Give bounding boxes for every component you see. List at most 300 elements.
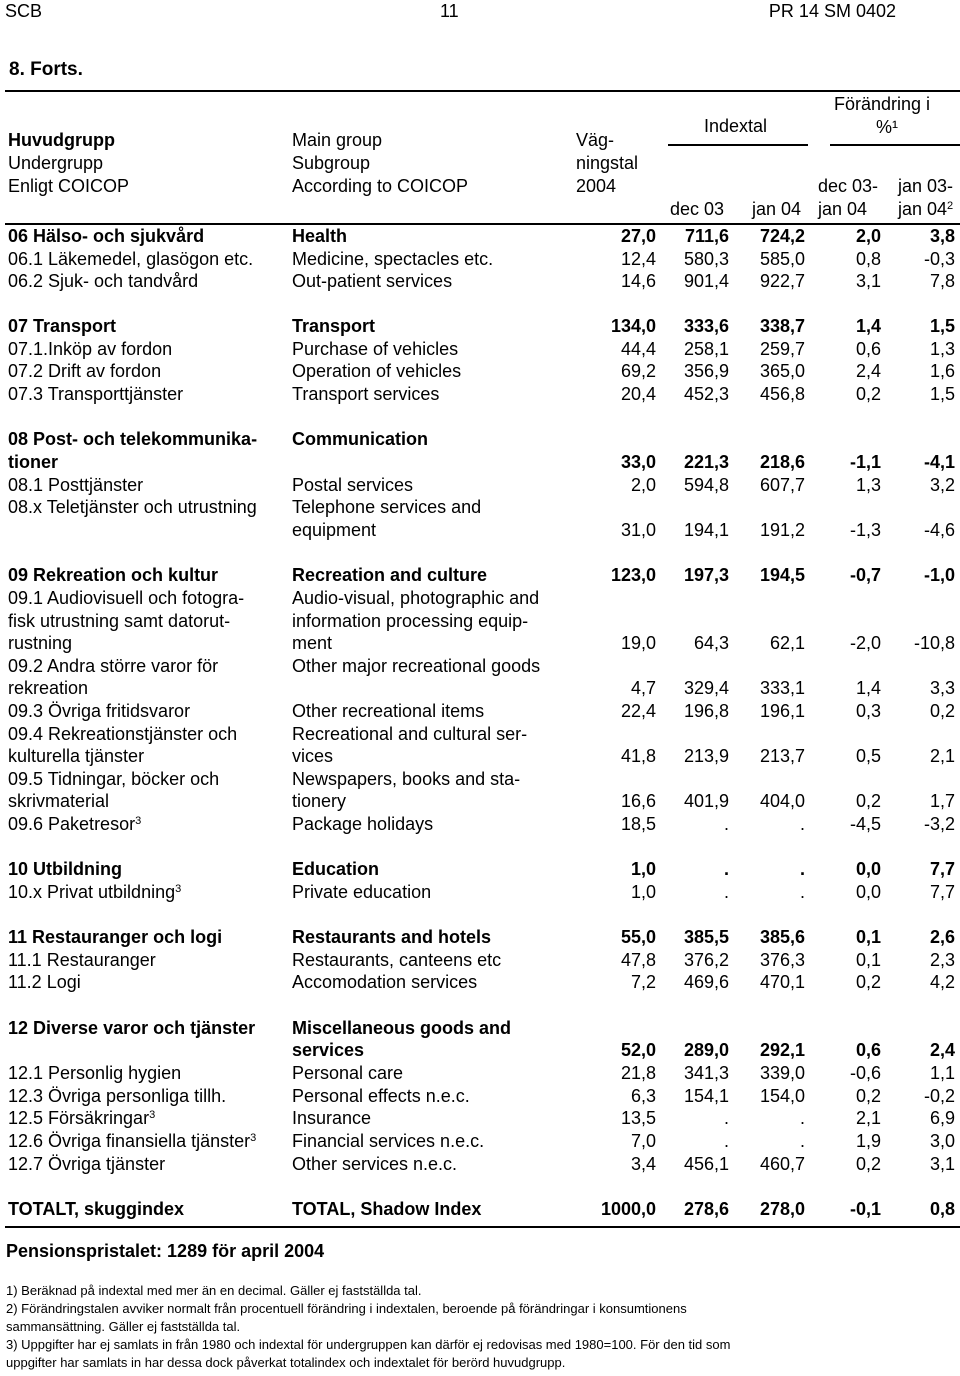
table-row xyxy=(0,1085,960,1107)
swedish-label-text: 12.5 Försäkringar xyxy=(8,1108,150,1128)
weight-value-text: 7,2 xyxy=(630,972,656,992)
swedish-label-text: tioner xyxy=(8,452,59,472)
table-row xyxy=(0,768,960,790)
change-jan-jan-text: 7,8 xyxy=(929,271,955,291)
swedish-label xyxy=(8,858,122,880)
change-jan-jan-text: -0,3 xyxy=(923,249,955,269)
index-jan04 xyxy=(760,677,805,699)
weight-value-text: 31,0 xyxy=(620,520,656,540)
index-jan04-text: 385,6 xyxy=(759,927,805,947)
footnote-3: 3) Uppgifter har ej samlats in från 1980 och indextal för undergruppen kan därför ej redovisas med 1980=100. För den tid som xyxy=(6,1337,731,1352)
english-label xyxy=(292,813,433,835)
english-label-text: Restaurants, canteens etc xyxy=(292,950,502,970)
swedish-label xyxy=(8,677,88,699)
page-number: 11 xyxy=(440,1,459,21)
english-label-text: Package holidays xyxy=(292,814,434,834)
col-head-weight-1: Väg- xyxy=(576,130,615,150)
change-dec-jan xyxy=(856,971,881,993)
weight-value-text: 16,6 xyxy=(620,791,656,811)
index-jan04-text: 404,0 xyxy=(759,791,805,811)
weight-value xyxy=(631,971,656,993)
table-row xyxy=(0,677,960,699)
english-label xyxy=(292,564,487,586)
weight-value xyxy=(631,1130,656,1152)
table-row xyxy=(0,519,960,541)
change-jan-jan-text: 3,1 xyxy=(929,1154,955,1174)
swedish-label-text: 09.2 Andra större varor för xyxy=(8,656,219,676)
index-jan04-text: . xyxy=(799,859,805,879)
english-label-text: Medicine, spectacles etc. xyxy=(292,249,494,269)
change-dec-jan-text: 2,0 xyxy=(855,226,881,246)
index-jan04-text: . xyxy=(799,1131,805,1151)
index-dec03 xyxy=(724,813,729,835)
swedish-label xyxy=(8,1062,181,1084)
swedish-label-text: kulturella tjänster xyxy=(8,746,145,766)
english-label-text: Private education xyxy=(292,882,432,902)
english-label-text: Recreational and cultural ser- xyxy=(292,724,528,744)
swedish-label-text: 09.4 Rekreationstjänster och xyxy=(8,724,238,744)
swedish-label xyxy=(8,1153,165,1175)
english-label-text: Insurance xyxy=(292,1108,372,1128)
change-dec-jan xyxy=(856,1130,881,1152)
table-row xyxy=(0,813,960,835)
weight-value xyxy=(621,451,656,473)
index-jan04 xyxy=(760,270,805,292)
change-jan-jan-text: -4,1 xyxy=(923,452,955,472)
change-jan-jan xyxy=(930,1198,955,1220)
english-label xyxy=(292,1107,371,1129)
english-label xyxy=(292,1085,470,1107)
change-jan-jan-text: 3,2 xyxy=(929,475,955,495)
footnote-2-cont: sammansättning. Gäller ej fastställda tal. xyxy=(6,1319,241,1334)
swedish-label xyxy=(8,225,204,247)
weight-value-text: 19,0 xyxy=(620,633,656,653)
change-jan-jan-text: 7,7 xyxy=(929,882,955,902)
change-dec-jan xyxy=(856,790,881,812)
table-row xyxy=(0,949,960,971)
col-head-dec03: dec 03 xyxy=(670,199,725,219)
change-dec-jan-text: -4,5 xyxy=(849,814,881,834)
weight-value-text: 33,0 xyxy=(620,452,656,472)
english-label-text: Financial services n.e.c. xyxy=(292,1131,485,1151)
index-jan04-text: 365,0 xyxy=(759,361,805,381)
index-jan04-text: 607,7 xyxy=(759,475,805,495)
index-dec03-text: . xyxy=(723,859,729,879)
change-dec-jan-text: 0,0 xyxy=(855,859,881,879)
change-jan-jan-text: 1,7 xyxy=(929,791,955,811)
pension-index: Pensionspristalet: 1289 för april 2004 xyxy=(6,1241,325,1261)
weight-value xyxy=(621,1062,656,1084)
swedish-label-text: 07 Transport xyxy=(8,316,117,336)
change-jan-jan xyxy=(930,700,955,722)
english-label-text: information processing equip- xyxy=(292,611,529,631)
weight-value-text: 27,0 xyxy=(620,226,656,246)
index-jan04 xyxy=(800,858,805,880)
change-jan-jan-text: -4,6 xyxy=(923,520,955,540)
change-jan-jan xyxy=(924,564,955,586)
change-jan-jan-text: 1,1 xyxy=(929,1063,955,1083)
change-dec-jan xyxy=(856,677,881,699)
english-label xyxy=(292,881,431,903)
english-label xyxy=(292,700,484,722)
swedish-label-text: 09.3 Övriga fritidsvaror xyxy=(8,701,191,721)
change-jan-jan xyxy=(914,632,955,654)
weight-value xyxy=(631,858,656,880)
change-dec-jan xyxy=(856,225,881,247)
table-row xyxy=(0,1062,960,1084)
english-label xyxy=(292,360,461,382)
change-jan-jan-text: 0,2 xyxy=(929,701,955,721)
change-dec-jan-text: 0,2 xyxy=(855,1154,881,1174)
swedish-label-text: 12.7 Övriga tjänster xyxy=(8,1154,166,1174)
index-jan04 xyxy=(760,564,805,586)
weight-value-text: 12,4 xyxy=(620,249,656,269)
english-label-text: Other services n.e.c. xyxy=(292,1154,458,1174)
col-head-jan04: jan 04 xyxy=(752,199,802,219)
english-label xyxy=(292,949,501,971)
table-row xyxy=(0,315,960,337)
index-dec03 xyxy=(684,383,729,405)
change-jan-jan xyxy=(930,338,955,360)
index-dec03-text: 452,3 xyxy=(683,384,729,404)
weight-value-text: 2,0 xyxy=(630,475,656,495)
index-dec03-text: 356,9 xyxy=(683,361,729,381)
index-jan04 xyxy=(800,1130,805,1152)
index-dec03-text: . xyxy=(723,882,729,902)
index-dec03 xyxy=(684,360,729,382)
table-row xyxy=(0,360,960,382)
index-jan04 xyxy=(760,474,805,496)
english-label-text: Operation of vehicles xyxy=(292,361,462,381)
index-jan04 xyxy=(770,632,805,654)
english-label-text: Other recreational items xyxy=(292,701,485,721)
table-row xyxy=(0,451,960,473)
weight-value xyxy=(631,1153,656,1175)
change-dec-jan xyxy=(850,1198,881,1220)
weight-value xyxy=(601,1198,656,1220)
weight-value-text: 134,0 xyxy=(610,316,656,336)
weight-value-text: 22,4 xyxy=(620,701,656,721)
table-row xyxy=(0,383,960,405)
weight-value-text: 4,7 xyxy=(630,678,656,698)
change-jan-jan xyxy=(930,926,955,948)
weight-value xyxy=(621,1107,656,1129)
index-dec03 xyxy=(684,564,729,586)
english-label xyxy=(292,519,376,541)
index-jan04-text: 154,0 xyxy=(759,1086,805,1106)
col-head-en-3: According to COICOP xyxy=(292,176,469,196)
index-dec03-text: 197,3 xyxy=(683,565,729,585)
table-row xyxy=(0,700,960,722)
col-head-weight-2: ningstal xyxy=(576,153,639,173)
weight-value-text: 18,5 xyxy=(620,814,656,834)
change-jan-jan xyxy=(930,1062,955,1084)
index-dec03 xyxy=(684,1153,729,1175)
english-label-text: Audio-visual, photographic and xyxy=(292,588,540,608)
index-dec03 xyxy=(684,270,729,292)
col-head-en-1: Main group xyxy=(292,130,383,150)
change-dec-jan xyxy=(856,270,881,292)
index-dec03-text: 580,3 xyxy=(683,249,729,269)
change-dec-jan-text: -1,1 xyxy=(849,452,881,472)
index-jan04-text: 292,1 xyxy=(759,1040,805,1060)
weight-value-text: 13,5 xyxy=(620,1108,656,1128)
change-dec-jan-text: 0,6 xyxy=(855,339,881,359)
table-row xyxy=(0,270,960,292)
weight-value-text: 1000,0 xyxy=(600,1199,656,1219)
footnote-3-cont: uppgifter har samlats in har dessa dock påverkat totalindex och indextalet för berörd huvudgrupp. xyxy=(6,1355,566,1370)
table-row xyxy=(0,496,960,518)
index-dec03 xyxy=(684,315,729,337)
table-row xyxy=(0,1017,960,1039)
table-row xyxy=(0,971,960,993)
change-jan-jan xyxy=(930,474,955,496)
index-jan04 xyxy=(760,790,805,812)
change-jan-jan xyxy=(930,949,955,971)
english-label-text: Restaurants and hotels xyxy=(292,927,492,947)
weight-value xyxy=(621,700,656,722)
index-dec03-text: 196,8 xyxy=(683,701,729,721)
change-dec-jan xyxy=(856,360,881,382)
change-jan-jan xyxy=(930,1130,955,1152)
change-dec-jan xyxy=(856,1107,881,1129)
change-jan-jan xyxy=(924,1085,955,1107)
swedish-label-text: TOTALT, skuggindex xyxy=(8,1199,185,1219)
index-dec03 xyxy=(684,519,729,541)
header-right: PR 14 SM 0402 xyxy=(768,1,896,21)
weight-value-text: 44,4 xyxy=(620,339,656,359)
index-jan04 xyxy=(800,881,805,903)
swedish-label xyxy=(8,745,144,767)
weight-value xyxy=(611,315,656,337)
english-label xyxy=(292,248,493,270)
change-dec-jan-text: 2,4 xyxy=(855,361,881,381)
index-jan04 xyxy=(760,1153,805,1175)
index-jan04 xyxy=(760,338,805,360)
weight-value xyxy=(631,881,656,903)
change-jan-jan xyxy=(930,858,955,880)
change-dec-jan xyxy=(856,745,881,767)
swedish-label-text: 11 Restauranger och logi xyxy=(8,927,223,947)
index-dec03-text: 401,9 xyxy=(683,791,729,811)
change-jan-jan-text: 1,3 xyxy=(929,339,955,359)
change-jan-jan-text: 2,4 xyxy=(929,1040,955,1060)
english-label-text: tionery xyxy=(292,791,347,811)
change-jan-jan xyxy=(930,383,955,405)
english-label-text: services xyxy=(292,1040,365,1060)
swedish-label-text: 09.1 Audiovisuell och fotogra- xyxy=(8,588,245,608)
index-dec03-text: 278,6 xyxy=(683,1199,729,1219)
weight-value-text: 47,8 xyxy=(620,950,656,970)
table-row xyxy=(0,745,960,767)
swedish-label xyxy=(8,496,257,518)
header-left: SCB xyxy=(5,1,43,21)
index-dec03-text: . xyxy=(723,1108,729,1128)
index-dec03-text: 213,9 xyxy=(683,746,729,766)
swedish-label xyxy=(8,360,161,382)
english-label-text: Communication xyxy=(292,429,429,449)
weight-value xyxy=(621,926,656,948)
footnote-1: 1) Beräknad på indextal med mer än en decimal. Gäller ej fastställda tal. xyxy=(6,1283,422,1298)
swedish-label xyxy=(8,1198,184,1220)
change-jan-jan xyxy=(930,745,955,767)
col-head-ch2-2 xyxy=(898,199,953,220)
english-label-text: Telephone services and xyxy=(292,497,482,517)
english-label-text: Health xyxy=(292,226,348,246)
english-label xyxy=(292,858,379,880)
change-jan-jan-text: 2,3 xyxy=(929,950,955,970)
weight-value xyxy=(621,270,656,292)
table-row xyxy=(0,587,960,609)
index-jan04 xyxy=(760,519,805,541)
table-row xyxy=(0,428,960,450)
swedish-label xyxy=(8,270,198,292)
change-jan-jan-text: 4,2 xyxy=(929,972,955,992)
swedish-label-text: 09.6 Paketresor xyxy=(8,814,136,834)
index-dec03 xyxy=(684,248,729,270)
index-dec03 xyxy=(684,1085,729,1107)
change-dec-jan-text: -0,1 xyxy=(849,1199,881,1219)
english-label xyxy=(292,926,491,948)
swedish-label-text: 07.1.Inköp av fordon xyxy=(8,339,173,359)
col-head-change-1: Förändring i xyxy=(834,94,931,114)
swedish-label-text: fisk utrustning samt datorut- xyxy=(8,611,231,631)
change-jan-jan xyxy=(924,813,955,835)
change-jan-jan xyxy=(930,270,955,292)
swedish-label-text: 12.1 Personlig hygien xyxy=(8,1063,182,1083)
col-head-ch2-1: jan 03- xyxy=(898,176,954,196)
col-head-en-2: Subgroup xyxy=(292,153,371,173)
col-head-ch2-text: jan 04 xyxy=(898,199,948,219)
change-dec-jan-text: 1,3 xyxy=(855,475,881,495)
english-label-text: vices xyxy=(292,746,334,766)
swedish-label xyxy=(8,564,218,586)
index-jan04-text: 460,7 xyxy=(759,1154,805,1174)
index-dec03 xyxy=(684,1039,729,1061)
swedish-label-text: rustning xyxy=(8,633,73,653)
change-dec-jan xyxy=(856,1153,881,1175)
swedish-label xyxy=(8,632,72,654)
change-dec-jan-text: -2,0 xyxy=(849,633,881,653)
change-jan-jan xyxy=(930,881,955,903)
english-label-text: Accomodation services xyxy=(292,972,478,992)
english-label-text: Recreation and culture xyxy=(292,565,488,585)
swedish-label xyxy=(8,474,143,496)
english-label xyxy=(292,587,539,609)
english-label-text: Out-patient services xyxy=(292,271,453,291)
weight-value xyxy=(621,790,656,812)
change-jan-jan-text: 1,5 xyxy=(929,316,955,336)
change-dec-jan xyxy=(850,519,881,541)
index-dec03 xyxy=(724,1130,729,1152)
weight-value-text: 123,0 xyxy=(610,565,656,585)
weight-value xyxy=(621,813,656,835)
swedish-label-text: 10.x Privat utbildning xyxy=(8,882,176,902)
index-dec03-text: 154,1 xyxy=(683,1086,729,1106)
english-label xyxy=(292,790,346,812)
index-jan04-text: 278,0 xyxy=(759,1199,805,1219)
change-dec-jan xyxy=(856,474,881,496)
swedish-label-text: 06.2 Sjuk- och tandvård xyxy=(8,271,199,291)
index-jan04 xyxy=(800,813,805,835)
index-dec03-text: 64,3 xyxy=(693,633,729,653)
swedish-label-text: 12.6 Övriga finansiella tjänster xyxy=(8,1131,251,1151)
english-label xyxy=(292,768,520,790)
index-jan04 xyxy=(760,1198,805,1220)
table-row xyxy=(0,1039,960,1061)
change-dec-jan-text: 0,2 xyxy=(855,384,881,404)
table-row xyxy=(0,926,960,948)
weight-value xyxy=(621,632,656,654)
index-dec03 xyxy=(685,225,729,247)
weight-value xyxy=(621,949,656,971)
index-jan04 xyxy=(760,360,805,382)
index-jan04 xyxy=(760,1085,805,1107)
index-dec03 xyxy=(684,338,729,360)
change-jan-jan-text: 7,7 xyxy=(929,859,955,879)
english-label xyxy=(292,745,333,767)
index-jan04-text: 338,7 xyxy=(759,316,805,336)
swedish-label-text: 10 Utbildning xyxy=(8,859,122,879)
swedish-label-text: 08 Post- och telekommunika- xyxy=(8,429,258,449)
table-row xyxy=(0,225,960,247)
index-jan04-text: 585,0 xyxy=(759,249,805,269)
english-label-text: equipment xyxy=(292,520,377,540)
english-label xyxy=(292,971,477,993)
index-dec03-text: 329,4 xyxy=(683,678,729,698)
swedish-label xyxy=(8,248,253,270)
english-label xyxy=(292,428,428,450)
weight-value-text: 52,0 xyxy=(620,1040,656,1060)
change-dec-jan-text: 1,4 xyxy=(855,678,881,698)
change-dec-jan-text: 0,8 xyxy=(855,249,881,269)
index-dec03-text: 221,3 xyxy=(683,452,729,472)
table-row xyxy=(0,858,960,880)
table-row xyxy=(0,474,960,496)
change-dec-jan-text: 0,6 xyxy=(855,1040,881,1060)
english-label xyxy=(292,1017,511,1039)
weight-value xyxy=(631,677,656,699)
index-dec03-text: 333,6 xyxy=(683,316,729,336)
swedish-label-text: 11.1 Restauranger xyxy=(8,950,156,970)
table-row xyxy=(0,1153,960,1175)
weight-value-text: 1,0 xyxy=(630,859,656,879)
index-dec03-text: 469,6 xyxy=(683,972,729,992)
index-dec03 xyxy=(724,1107,729,1129)
change-jan-jan xyxy=(930,790,955,812)
change-jan-jan xyxy=(930,1153,955,1175)
col-head-weight-3: 2004 xyxy=(576,176,617,196)
index-jan04-text: 213,7 xyxy=(759,746,805,766)
weight-value xyxy=(621,745,656,767)
index-jan04 xyxy=(760,248,805,270)
english-label xyxy=(292,1062,403,1084)
table-row xyxy=(0,790,960,812)
swedish-label xyxy=(8,949,156,971)
index-dec03-text: 901,4 xyxy=(683,271,729,291)
change-dec-jan-text: 3,1 xyxy=(855,271,881,291)
swedish-label xyxy=(8,587,244,609)
change-jan-jan-text: 3,0 xyxy=(929,1131,955,1151)
change-jan-jan-text: -3,2 xyxy=(923,814,955,834)
change-dec-jan xyxy=(856,315,881,337)
index-dec03-text: 289,0 xyxy=(683,1040,729,1060)
index-jan04-text: 218,6 xyxy=(759,452,805,472)
change-jan-jan-text: 2,6 xyxy=(929,927,955,947)
swedish-label-text: 08.x Teletjänster och utrustning xyxy=(8,497,257,517)
english-label xyxy=(292,1130,484,1152)
english-label-text: Personal care xyxy=(292,1063,404,1083)
